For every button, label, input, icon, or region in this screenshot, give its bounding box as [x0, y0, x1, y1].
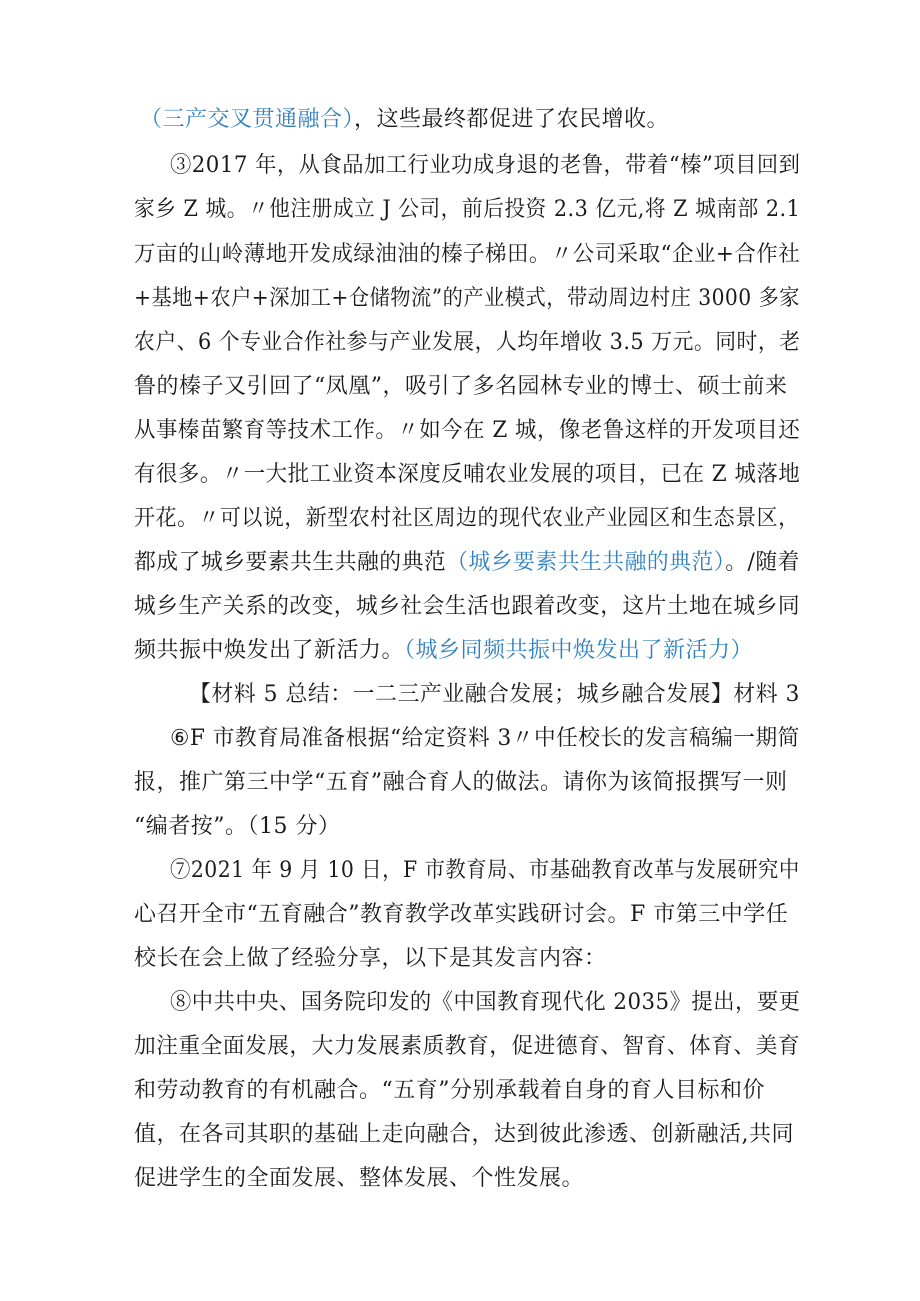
text-line: [134, 809, 340, 845]
body-text: ⑧中共中央、国务院印发的《中国教育现代化 2035》提出，要更: [170, 990, 801, 1015]
body-text: 加注重全面发展，大力发展素质教育，促进德育、智育、体育、美育: [134, 1034, 801, 1059]
body-text: 有很多。〃一大批工业资本深度反哺农业发展的项目，已在 Z 城落地: [134, 462, 801, 487]
text-line: [134, 1117, 794, 1153]
text-line: [134, 325, 800, 361]
annotation-note: （城乡要素共生共融的典范）: [446, 550, 726, 575]
body-text: 农户、6 个专业合作社参与产业发展，人均年增收 3.5 万元。同时，老: [134, 330, 801, 355]
text-line: [134, 237, 800, 273]
text-line: [170, 853, 800, 889]
text-line: [134, 281, 800, 317]
annotation-note: （三产交叉贯通融合）: [140, 107, 355, 132]
body-text: 。/随着: [725, 550, 800, 575]
text-line: [140, 102, 669, 138]
annotation-note: （城乡同频共振中焕发出了新活力）: [404, 638, 754, 663]
text-line: [134, 1029, 800, 1065]
text-line: [134, 369, 788, 405]
text-line: [134, 589, 800, 625]
text-line: [134, 1073, 765, 1109]
body-text: 报，推广第三中学“五育”融合育人的做法。请你为该简报撰写一则: [134, 770, 788, 795]
text-line: [134, 1161, 584, 1197]
body-text: 城乡生产关系的改变，城乡社会生活也跟着改变，这片土地在城乡同: [134, 594, 801, 619]
body-text: 频共振中焕发出了新活力。: [134, 638, 405, 663]
text-line: [134, 545, 800, 581]
text-line: [189, 677, 800, 713]
body-text: 【材料 5 总结：一二三产业融合发展；城乡融合发展】材料 3: [189, 682, 800, 707]
text-line: [134, 501, 800, 537]
body-text: 促进学生的全面发展、整体发展、个性发展。: [134, 1166, 585, 1191]
body-text: +基地+农户+深加工+仓储物流”的产业模式，带动周边村庄 3000 多家: [134, 286, 800, 311]
text-line: [170, 985, 800, 1021]
body-text: ⑦2021 年 9 月 10 日，F 市教育局、市基础教育改革与发展研究中: [170, 858, 800, 883]
body-text: 开花。〃可以说，新型农村社区周边的现代农业产业园区和生态景区，: [134, 506, 800, 531]
body-text: “编者按”。（15 分）: [134, 814, 341, 839]
body-text: 从事榛苗繁育等技术工作。〃如今在 Z 城，像老鲁这样的开发项目还: [134, 418, 801, 443]
body-text: 值，在各司其职的基础上走向融合，达到彼此渗透、创新融活,共同: [134, 1122, 794, 1147]
text-line: [134, 413, 800, 449]
body-text: ，这些最终都促进了农民增收。: [354, 107, 670, 132]
text-line: [134, 941, 607, 977]
body-text: 心召开全市“五育融合”教育教学改革实践研讨会。F 市第三中学任: [134, 902, 789, 927]
text-line: [170, 721, 800, 757]
text-line: [134, 192, 800, 228]
text-line: [134, 765, 788, 801]
body-text: 都成了城乡要素共生共融的典范: [134, 550, 447, 575]
text-line: [134, 457, 800, 493]
body-text: ⑥F 市教育局准备根据“给定资料 3〃中任校长的发言稿编一期简: [170, 726, 800, 751]
body-text: 鲁的榛子又引回了“凤凰”，吸引了多名园林专业的博士、硕士前来: [134, 374, 788, 399]
body-text: 家乡 Z 城。〃他注册成立 J 公司，前后投资 2.3 亿元,将 Z 城南部 2.1: [134, 197, 801, 222]
text-line: [170, 148, 800, 184]
text-line: [134, 897, 788, 933]
body-text: ③2017 年，从食品加工行业功成身退的老鲁，带着“榛”项目回到: [170, 153, 801, 178]
body-text: 校长在会上做了经验分享，以下是其发言内容：: [134, 946, 607, 971]
text-line: [134, 633, 753, 669]
body-text: 和劳动教育的有机融合。“五育”分别承载着自身的育人目标和价: [134, 1078, 765, 1103]
body-text: 万亩的山岭薄地开发成绿油油的榛子梯田。〃公司采取“企业+合作社: [134, 242, 801, 267]
